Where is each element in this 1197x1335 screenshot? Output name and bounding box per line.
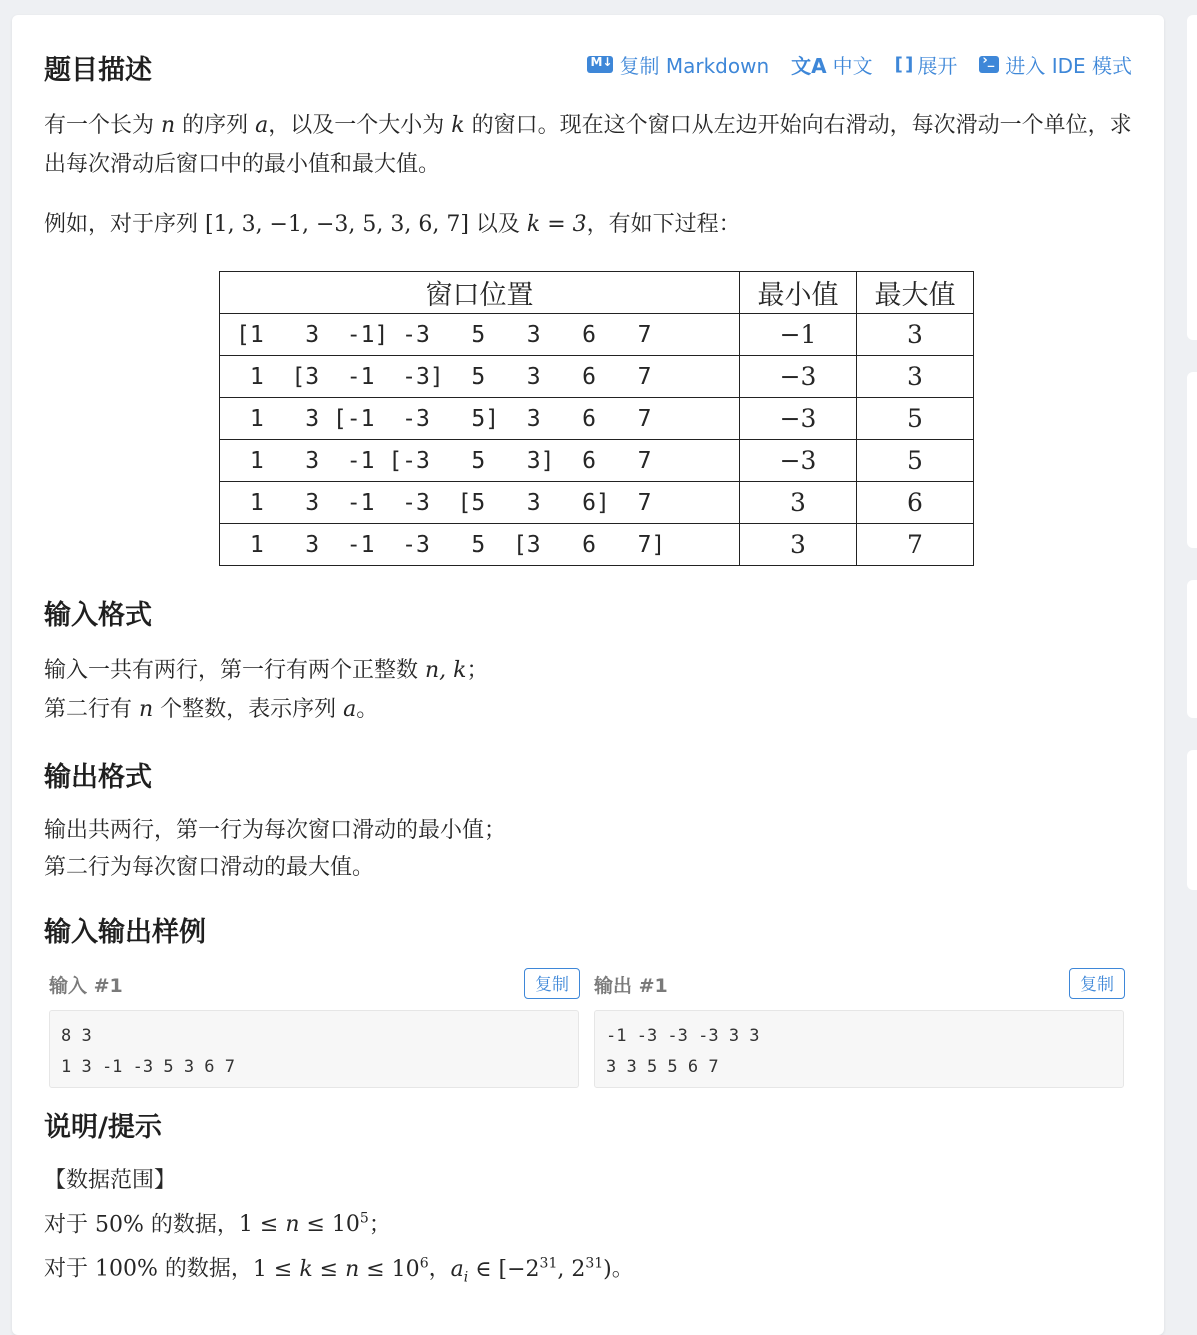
table-row <box>220 356 974 398</box>
hint-text: 【数据范围】 对于 50% 的数据，$1 \le n \le 10^5$； 对于 100% 的数据，$1 \le k \le n \le 10^6$，$a_i$ ∈ [$-2^{31}$, $2^{31}$)。 <box>44 1168 634 1286</box>
min-cell: −3 <box>740 440 857 482</box>
min-cell: −3 <box>740 356 857 398</box>
output-format-text: 输出共两行，第一行为每次窗口滑动的最小值； 第二行为每次窗口滑动的最大值。 <box>44 818 507 880</box>
min-cell: −3 <box>740 398 857 440</box>
sample-input-box[interactable]: 8 3 1 3 -1 -3 5 3 6 7 <box>49 1010 579 1088</box>
markdown-icon <box>587 56 613 73</box>
expand-button[interactable] <box>895 50 958 79</box>
max-cell: 3 <box>857 356 974 398</box>
table-row <box>220 398 974 440</box>
copy-output-button[interactable]: 复制 <box>1069 968 1125 999</box>
table-row <box>220 440 974 482</box>
copy-markdown-label: 复制 Markdown <box>619 54 770 78</box>
window-position-cell: 1 3 -1 [-3 5 3] 6 7 <box>220 440 740 482</box>
expand-label: 展开 <box>917 54 958 78</box>
min-cell: 3 <box>740 524 857 566</box>
min-cell: 3 <box>740 482 857 524</box>
samples-title: 输入输出样例 <box>44 917 206 948</box>
input-format-text: 输入一共有两行，第一行有两个正整数 n, k； 第二行有 n 个整数，表示序列 a。 <box>44 658 489 722</box>
header-min: 最小值 <box>740 272 857 314</box>
side-card-1 <box>1187 15 1197 340</box>
window-position-cell: 1 3 -1 -3 5 [3 6 7] <box>220 524 740 566</box>
table-row <box>220 524 974 566</box>
description-paragraph-2: 例如，对于序列 [1, 3, −1, −3, 5, 3, 6, 7] 以及 k = 3，有如下过程： <box>44 212 741 237</box>
window-position-cell: 1 3 -1 -3 [5 3 6] 7 <box>220 482 740 524</box>
max-cell: 5 <box>857 440 974 482</box>
translate-icon: 文A <box>791 54 827 78</box>
header-max: 最大值 <box>857 272 974 314</box>
problem-card <box>12 15 1164 1335</box>
header-window-position: 窗口位置 <box>220 272 740 314</box>
output-format-title: 输出格式 <box>44 762 152 793</box>
sample-output-box[interactable]: -1 -3 -3 -3 3 3 3 3 5 5 6 7 <box>594 1010 1124 1088</box>
description-paragraph-1: 有一个长为 n 的序列 a，以及一个大小为 k 的窗口。现在这个窗口从左边开始向右滑动，每次滑动一个单位，求出每次滑动后窗口中的最小值和最大值。 <box>44 113 1132 177</box>
max-cell: 7 <box>857 524 974 566</box>
toolbar <box>587 50 1132 79</box>
window-table <box>219 271 974 566</box>
table-row <box>220 482 974 524</box>
copy-markdown-button[interactable] <box>587 50 769 79</box>
window-position-cell: 1 [3 -1 -3] 5 3 6 7 <box>220 356 740 398</box>
ide-mode-button[interactable] <box>979 50 1132 79</box>
min-cell: −1 <box>740 314 857 356</box>
input-format-title: 输入格式 <box>44 600 152 631</box>
max-cell: 3 <box>857 314 974 356</box>
hint-title: 说明/提示 <box>44 1112 162 1143</box>
ide-mode-label: 进入 IDE 模式 <box>1005 54 1132 78</box>
side-card-2 <box>1187 372 1197 548</box>
language-button[interactable] <box>791 50 872 79</box>
terminal-icon <box>979 56 999 73</box>
sample-input-label: 输入 #1 <box>49 975 123 997</box>
max-cell: 6 <box>857 482 974 524</box>
window-position-cell: 1 3 [-1 -3 5] 3 6 7 <box>220 398 740 440</box>
expand-icon: [ ] <box>894 54 912 75</box>
table-row <box>220 314 974 356</box>
language-label: 中文 <box>832 54 873 78</box>
description-title: 题目描述 <box>44 55 152 86</box>
side-card-3 <box>1187 580 1197 718</box>
max-cell: 5 <box>857 398 974 440</box>
window-position-cell: [1 3 -1] -3 5 3 6 7 <box>220 314 740 356</box>
side-card-4 <box>1187 750 1197 890</box>
sample-output-label: 输出 #1 <box>594 975 668 997</box>
copy-input-button[interactable]: 复制 <box>524 968 580 999</box>
